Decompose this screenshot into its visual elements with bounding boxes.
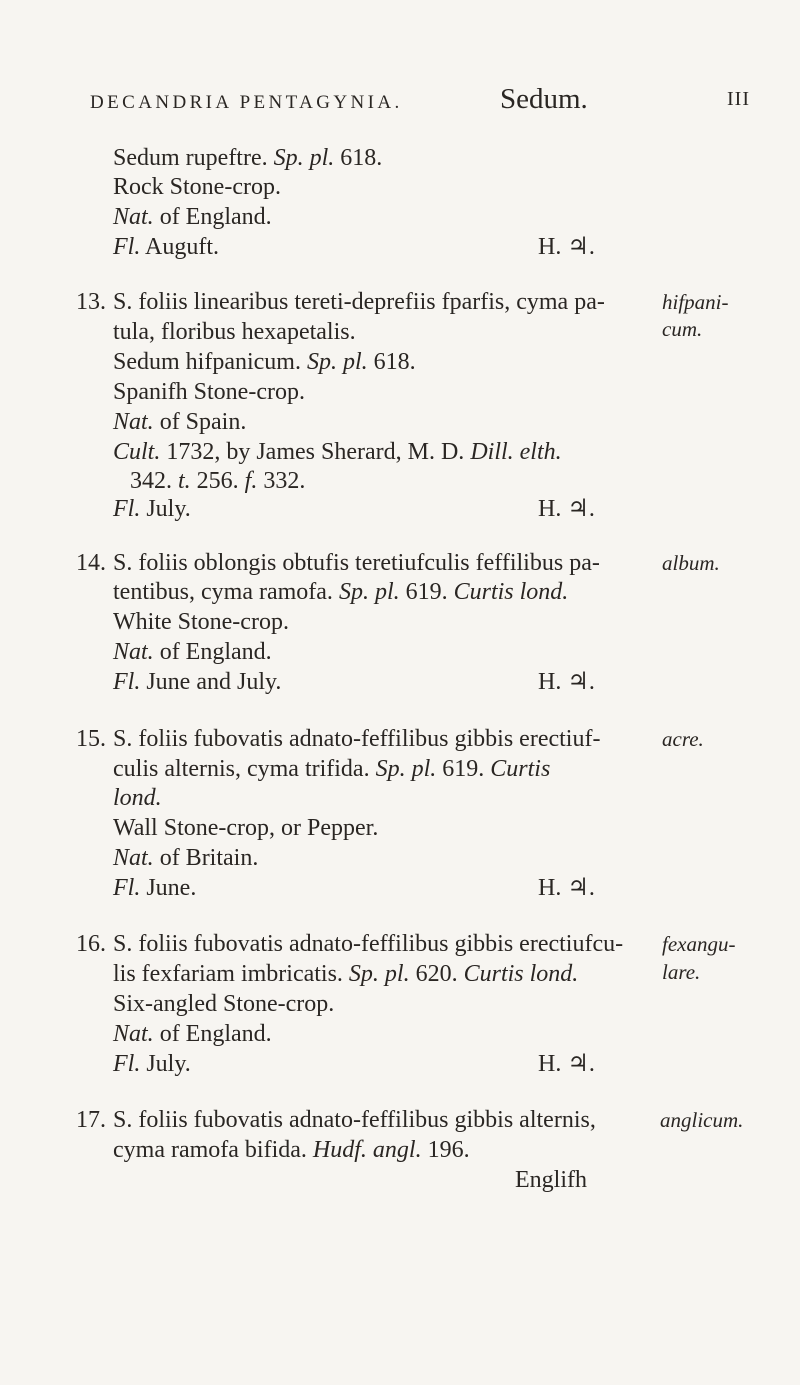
hardiness: H. ♃. bbox=[538, 234, 595, 260]
margin-epithet: lare. bbox=[662, 960, 701, 984]
hardiness: H. ♃. bbox=[538, 875, 595, 901]
native-line: Nat. of England. bbox=[113, 204, 272, 230]
description-line: tentibus, cyma ramofa. Sp. pl. 619. Curtis lond. bbox=[113, 579, 569, 605]
description-line: cyma ramofa bifida. Hudf. angl. 196. bbox=[113, 1137, 470, 1163]
entry-number: 14. bbox=[76, 550, 106, 576]
flowering-line: Fl. July. bbox=[113, 496, 191, 522]
header-genus: Sedum. bbox=[500, 83, 588, 115]
flowering-line: Fl. June. bbox=[113, 875, 197, 901]
description-line: lond. bbox=[113, 785, 162, 811]
common-name: White Stone-crop. bbox=[113, 609, 289, 635]
margin-epithet: hifpani- bbox=[662, 290, 729, 314]
header-class-order: DECANDRIA PENTAGYNIA. bbox=[90, 92, 403, 113]
description-line: S. foliis fubovatis adnato-feffilibus gibbis alternis, bbox=[113, 1107, 596, 1133]
margin-epithet: anglicum. bbox=[660, 1108, 744, 1132]
flowering-line: Fl. Auguft. bbox=[113, 234, 220, 260]
description-line: S. foliis fubovatis adnato-feffilibus gibbis erectiuf- bbox=[113, 726, 601, 752]
margin-epithet: cum. bbox=[662, 317, 703, 341]
species-name: Sedum rupeftre. Sp. pl. 618. bbox=[113, 145, 383, 171]
reference-line: 342. t. 256. f. 332. bbox=[130, 468, 306, 494]
flowering-line: Fl. June and July. bbox=[113, 669, 282, 695]
native-line: Nat. of England. bbox=[113, 639, 272, 665]
margin-epithet: album. bbox=[662, 551, 720, 575]
page-number: III bbox=[727, 88, 750, 110]
description-line: culis alternis, cyma trifida. Sp. pl. 619. Curtis bbox=[113, 756, 551, 782]
entry-number: 13. bbox=[76, 289, 106, 315]
native-line: Nat. of Spain. bbox=[113, 409, 247, 435]
description-line: lis fexfariam imbricatis. Sp. pl. 620. Curtis lond. bbox=[113, 961, 579, 987]
running-header bbox=[90, 83, 750, 123]
native-line: Nat. of Britain. bbox=[113, 845, 259, 871]
common-name: Six-angled Stone-crop. bbox=[113, 991, 335, 1017]
hardiness: H. ♃. bbox=[538, 669, 595, 695]
common-name: Rock Stone-crop. bbox=[113, 174, 281, 200]
description-line: S. foliis fubovatis adnato-feffilibus gibbis erectiufcu- bbox=[113, 931, 624, 957]
description-line: S. foliis oblongis obtufis teretiufculis feffilibus pa- bbox=[113, 550, 600, 576]
hardiness: H. ♃. bbox=[538, 1051, 595, 1077]
description-line: S. foliis linearibus tereti-deprefiis fparfis, cyma pa- bbox=[113, 289, 605, 315]
common-name: Wall Stone-crop, or Pepper. bbox=[113, 815, 379, 841]
margin-epithet: fexangu- bbox=[662, 932, 736, 956]
flowering-line: Fl. July. bbox=[113, 1051, 191, 1077]
cultivation-line: Cult. 1732, by James Sherard, M. D. Dill. elth. bbox=[113, 439, 562, 465]
entry-number: 15. bbox=[76, 726, 106, 752]
entry-number: 16. bbox=[76, 931, 106, 957]
common-name: Spanifh Stone-crop. bbox=[113, 379, 305, 405]
hardiness: H. ♃. bbox=[538, 496, 595, 522]
entry-number: 17. bbox=[76, 1107, 106, 1133]
description-line: tula, floribus hexapetalis. bbox=[113, 319, 356, 345]
catchword: Englifh bbox=[515, 1167, 587, 1193]
species-name: Sedum hifpanicum. Sp. pl. 618. bbox=[113, 349, 416, 375]
native-line: Nat. of England. bbox=[113, 1021, 272, 1047]
margin-epithet: acre. bbox=[662, 727, 704, 751]
